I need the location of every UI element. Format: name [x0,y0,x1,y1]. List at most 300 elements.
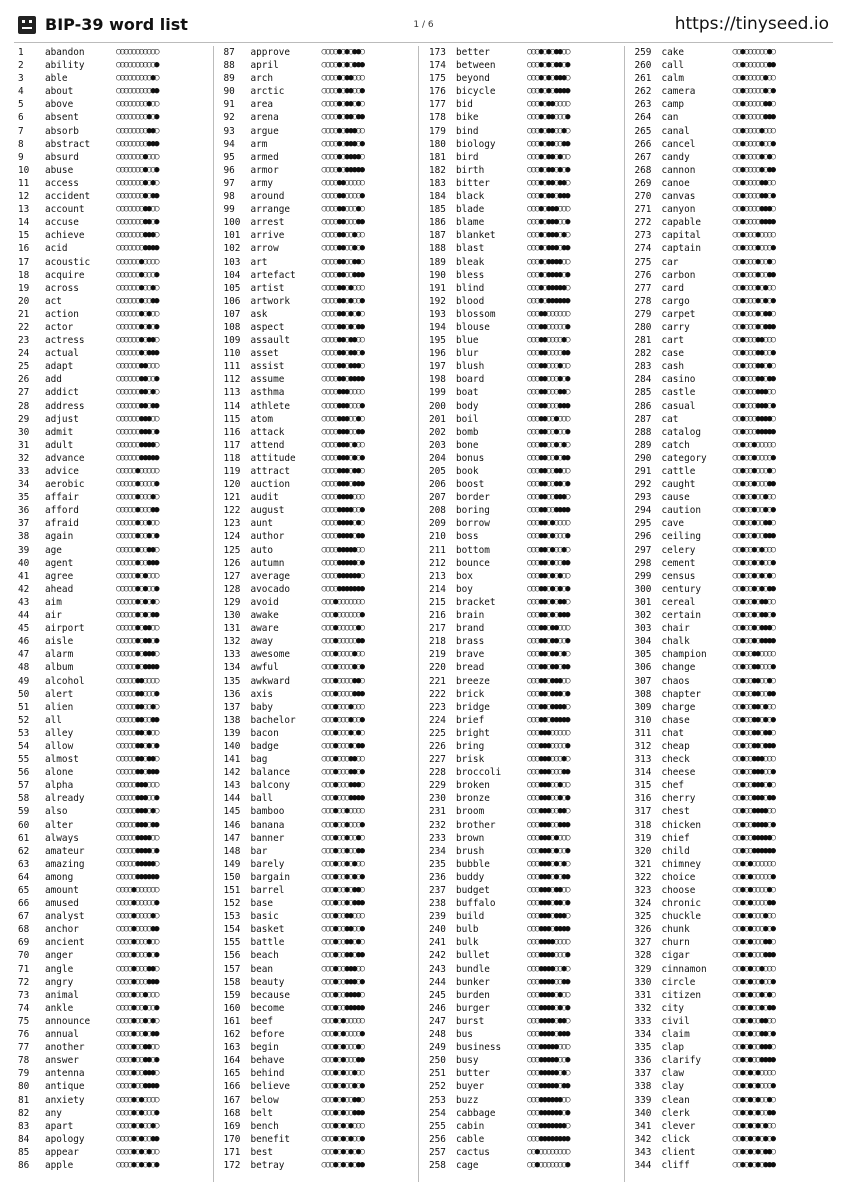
word-row [224,753,413,766]
word-text: business [456,1042,502,1054]
word-number: 165 [223,1068,241,1080]
word-number: 266 [634,138,652,150]
word-text: author [250,531,285,543]
word-row [18,622,207,635]
binary-dot-pattern: ○○○○●○●○●○● [116,1159,159,1170]
binary-dot-pattern: ○○○●○○●○○○● [321,819,364,830]
word-row [18,111,207,124]
word-text: asthma [250,387,285,399]
word-text: always [45,832,79,844]
word-number: 42 [18,583,30,595]
word-row [18,400,207,413]
binary-dot-pattern: ○○○●●●●●○○● [527,1055,570,1066]
binary-dot-pattern: ○○●○○○●●●●○ [732,413,775,424]
word-row [429,308,618,321]
word-number: 134 [223,662,241,674]
word-row [429,478,618,491]
word-number: 250 [429,1055,446,1067]
binary-dot-pattern: ○○○○●●●○○●● [321,426,364,437]
word-text: artist [250,282,285,294]
word-number: 164 [223,1055,241,1067]
word-text: bullet [456,950,490,962]
word-number: 287 [634,413,652,425]
word-row [429,714,618,727]
word-number: 22 [18,321,30,333]
word-row [635,701,825,714]
word-number: 141 [223,754,241,766]
binary-dot-pattern: ○○○○○○●○○○○ [116,256,159,267]
word-number: 150 [223,871,241,883]
word-text: check [661,754,690,766]
word-row [635,46,825,59]
binary-dot-pattern: ○○○●○○○○○○○ [321,596,364,607]
word-text: basket [250,924,285,936]
binary-dot-pattern: ○○○○○●○●●●○ [116,649,159,660]
word-row [635,386,825,399]
word-row [635,72,825,85]
binary-dot-pattern: ○○○○○●○○○●○ [116,492,159,503]
binary-dot-pattern: ○○○●○○○●○●○ [321,727,364,738]
word-number: 1 [18,47,24,58]
word-number: 147 [223,832,241,844]
word-row [429,1041,618,1054]
word-number: 272 [634,217,652,229]
word-number: 138 [223,714,241,726]
word-row [224,177,413,190]
binary-dot-pattern: ○○○○○○○○○●○ [116,73,159,84]
word-number: 341 [634,1120,652,1132]
word-row [635,282,825,295]
word-row [635,400,825,413]
word-row [429,596,618,609]
word-number: 211 [429,544,446,556]
word-text: clay [661,1081,685,1093]
word-number: 53 [18,727,30,739]
binary-dot-pattern: ○○●○○●●○○○○ [732,649,775,660]
word-number: 326 [634,924,652,936]
word-row [224,766,413,779]
binary-dot-pattern: ○○○○○●●●○○○ [116,780,159,791]
word-row [429,544,618,557]
word-row [429,675,618,688]
word-text: census [661,570,696,582]
word-row [18,635,207,648]
word-number: 80 [18,1081,30,1093]
word-text: cart [661,335,685,347]
word-number: 97 [223,177,235,189]
word-row [429,98,618,111]
binary-dot-pattern: ○○●○●○○○●○○ [732,911,775,922]
word-row [224,360,413,373]
word-number: 196 [429,348,446,360]
word-text: bleak [456,256,485,268]
word-number: 323 [634,885,652,896]
word-number: 171 [223,1146,241,1158]
word-text: attend [250,439,285,451]
word-number: 240 [429,924,446,936]
word-row [224,373,413,386]
binary-dot-pattern: ○○○●●●●●●●○ [527,1120,570,1131]
word-row [429,465,618,478]
word-number: 312 [634,740,652,752]
word-number: 140 [223,740,241,752]
binary-dot-pattern: ○○●○○○○●●○● [732,191,775,202]
binary-dot-pattern: ○○○○○○●○●○○ [116,308,159,319]
binary-dot-pattern: ○○○●○●○○○○○ [321,1015,364,1026]
binary-dot-pattern: ○○●○○●○○●●● [732,531,775,542]
binary-dot-pattern: ○○○●○○●●●●● [321,1002,364,1013]
word-text: annual [45,1029,79,1041]
word-row [429,1094,618,1107]
word-text: ancient [45,937,85,949]
binary-dot-pattern: ○○○●○●●●●●○ [527,282,570,293]
binary-dot-pattern: ○○●○○○○●●●● [732,217,775,228]
word-row [635,491,825,504]
word-text: bring [456,740,485,752]
word-number: 96 [223,164,235,176]
word-text: arrive [250,230,285,242]
binary-dot-pattern: ○○●○○●●●●●○ [732,832,775,843]
word-number: 180 [429,138,446,150]
word-text: accident [45,191,91,203]
word-text: budget [456,885,490,896]
word-number: 173 [429,47,446,58]
binary-dot-pattern: ○○○●●○○○●○● [527,374,570,385]
word-number: 115 [223,413,241,425]
word-number: 292 [634,479,652,491]
word-text: chicken [661,819,702,831]
word-row [635,452,825,465]
word-row [635,884,825,897]
word-number: 251 [429,1068,446,1080]
word-number: 277 [634,282,652,294]
binary-dot-pattern: ○○●○○●○○○●○ [732,466,775,476]
binary-dot-pattern: ○○●○○●●○●○● [732,714,775,725]
word-row [429,164,618,177]
word-text: certain [661,610,702,622]
binary-dot-pattern: ○○○●○○●●●○○ [321,963,364,974]
binary-dot-pattern: ○○○○●○○○○●● [116,924,159,935]
binary-dot-pattern: ○○○○●○○○○○○ [116,885,159,895]
word-row [429,819,618,832]
page-title: BIP-39 word list [45,15,188,34]
word-text: build [456,911,485,923]
word-text: arrest [250,217,285,229]
word-text: bird [456,151,479,163]
word-row [429,583,618,596]
word-row [18,1054,207,1067]
word-text: bachelor [250,714,296,726]
word-number: 41 [18,570,30,582]
word-row [18,596,207,609]
word-row [429,334,618,347]
word-text: acquire [45,269,85,281]
word-number: 338 [634,1081,652,1093]
word-row [18,766,207,779]
word-number: 178 [429,112,446,124]
word-row [429,858,618,871]
binary-dot-pattern: ○○●○○●○○●●○ [732,518,775,529]
word-row [224,688,413,701]
word-text: cannon [661,164,696,176]
word-number: 169 [223,1120,241,1132]
word-number: 37 [18,518,30,530]
binary-dot-pattern: ○○○○○●●○●○● [116,740,159,751]
word-number: 179 [429,125,446,137]
word-text: about [45,86,74,98]
word-row [224,963,413,976]
word-number: 197 [429,361,446,373]
binary-dot-pattern: ○○●○●○○●●●● [732,1055,775,1066]
word-row [224,609,413,622]
word-row [18,530,207,543]
word-row [224,845,413,858]
word-number: 108 [223,321,241,333]
binary-dot-pattern: ○○○○○●●●○●● [116,819,159,830]
word-number: 281 [634,335,652,347]
binary-dot-pattern: ○○●○○○●○○●○ [732,256,775,267]
word-text: alert [45,688,74,700]
word-row [224,1094,413,1107]
word-number: 238 [429,898,446,910]
word-number: 280 [634,321,652,333]
word-text: analyst [45,911,85,923]
word-row [429,570,618,583]
word-row [429,504,618,517]
word-text: blade [456,204,485,216]
word-number: 58 [18,793,30,805]
word-text: answer [45,1055,79,1067]
binary-dot-pattern: ○○○●●●●○○●● [527,976,570,987]
word-row [224,805,413,818]
word-text: abandon [45,47,85,58]
binary-dot-pattern: ○○●○●○○●○○● [732,976,775,987]
word-text: carpet [661,308,696,320]
binary-dot-pattern: ○○○○●●●●○○○ [321,492,364,503]
word-number: 29 [18,413,30,425]
word-row [224,85,413,98]
binary-dot-pattern: ○○○●●○○○●●○ [527,387,570,398]
word-row [635,85,825,98]
binary-dot-pattern: ○○○●○●●○○●● [527,138,570,149]
binary-dot-pattern: ○○○●●○○●○○● [527,426,570,437]
word-text: box [456,570,473,582]
word-text: bridge [456,701,490,713]
binary-dot-pattern: ○○○●○○○●○○● [321,714,364,725]
word-row [429,936,618,949]
binary-dot-pattern: ○○○○○○○●○○○ [116,151,159,162]
binary-dot-pattern: ○○○○●○●●○○○ [321,73,364,84]
word-text: absent [45,112,79,124]
word-row [18,949,207,962]
word-number: 313 [634,754,652,766]
word-text: bulb [456,924,479,936]
binary-dot-pattern: ○○●○●○●○●●● [732,1159,775,1170]
word-row [224,1159,413,1172]
binary-dot-pattern: ○○○○○●●○○●○ [116,701,159,712]
binary-dot-pattern: ○○○●●●●○●○● [527,1002,570,1013]
binary-dot-pattern: ○○○●●○●●○○○ [527,623,570,634]
binary-dot-pattern: ○○●○○○●○○○○ [732,230,775,241]
word-text: blind [456,282,485,294]
binary-dot-pattern: ○○○○●●○○●○● [321,243,364,254]
word-number: 152 [223,898,241,910]
word-text: apart [45,1120,74,1132]
page-indicator: 1 / 6 [413,20,434,30]
word-text: again [45,531,74,543]
word-text: avoid [250,596,279,608]
binary-dot-pattern: ○○●○○○○○●●● [732,112,775,123]
binary-dot-pattern: ○○○●●○○●○●● [527,452,570,463]
word-number: 92 [223,112,235,124]
word-number: 90 [223,86,235,98]
word-text: beef [250,1015,274,1027]
word-text: angry [45,976,74,988]
binary-dot-pattern: ○○○○●●●○○●○ [321,413,364,424]
word-row [635,1002,825,1015]
word-number: 79 [18,1068,30,1080]
word-row [224,727,413,740]
word-row [429,989,618,1002]
word-number: 36 [18,505,30,517]
binary-dot-pattern: ○○○●●○●○○○○ [527,518,570,529]
word-number: 183 [429,177,446,189]
word-text: anger [45,950,74,962]
word-number: 291 [634,466,652,477]
word-number: 100 [223,217,241,229]
binary-dot-pattern: ○○○○○●○●●○● [116,636,159,647]
word-number: 161 [223,1015,241,1027]
word-number: 237 [429,885,446,896]
word-row [635,151,825,164]
word-number: 157 [223,963,241,975]
word-row [429,111,618,124]
word-text: blossom [456,308,496,320]
word-row [635,570,825,583]
binary-dot-pattern: ○○●○○●○○●○○ [732,492,775,503]
word-number: 324 [634,898,652,910]
word-row [18,98,207,111]
binary-dot-pattern: ○○○○●○○○○●○ [116,911,159,922]
word-number: 102 [223,243,241,255]
binary-dot-pattern: ○○●○●○○○○●● [732,898,775,909]
word-number: 210 [429,531,446,543]
word-row [635,557,825,570]
word-number: 271 [634,204,652,216]
word-row [224,229,413,242]
word-text: car [661,256,679,268]
word-text: above [45,99,74,111]
word-number: 136 [223,688,241,700]
binary-dot-pattern: ○○○○○○○●●●○ [116,230,159,241]
word-number: 85 [18,1146,30,1158]
binary-dot-pattern: ○○○●○●●●●○● [527,269,570,280]
binary-dot-pattern: ○○○●○●○○●○○ [321,1068,364,1079]
binary-dot-pattern: ○○○○●●○●●○○ [321,335,364,346]
word-text: child [661,845,690,857]
word-number: 103 [223,256,241,268]
word-row [635,832,825,845]
word-row [635,360,825,373]
word-row [635,1146,825,1159]
word-text: broccoli [456,767,502,779]
binary-dot-pattern: ○○○○○○●○○●○ [116,282,159,293]
word-row [635,544,825,557]
word-row [18,858,207,871]
word-text: brain [456,610,485,622]
word-row [635,1015,825,1028]
header-divider [14,42,833,43]
word-text: alien [45,701,74,713]
word-row [224,400,413,413]
word-text: army [250,177,274,189]
binary-dot-pattern: ○○○○●●○●○●○ [321,308,364,319]
word-number: 40 [18,557,30,569]
word-row [635,373,825,386]
binary-dot-pattern: ○○●○○○●○●○○ [732,282,775,293]
binary-dot-pattern: ○○○●●●○○●●○ [527,806,570,817]
word-number: 205 [429,466,446,477]
word-text: chaos [661,675,690,687]
word-number: 218 [429,636,446,648]
word-row [224,125,413,138]
word-number: 184 [429,191,446,203]
binary-dot-pattern: ○○○●○●○●●○● [527,60,570,71]
binary-dot-pattern: ○○○●○●○○○○● [321,1029,364,1040]
word-row [224,216,413,229]
word-text: actual [45,348,79,360]
word-text: carry [661,321,690,333]
word-number: 199 [429,387,446,399]
word-number: 139 [223,727,241,739]
word-text: act [45,295,62,307]
binary-dot-pattern: ○○○●●○●○○○● [527,531,570,542]
word-text: cigar [661,950,690,962]
word-number: 158 [223,976,241,988]
binary-dot-pattern: ○○●○●○○○○○● [732,871,775,882]
word-row [635,321,825,334]
binary-dot-pattern: ○○○○●○●●●●○ [321,151,364,162]
word-row [429,256,618,269]
word-number: 234 [429,845,446,857]
word-text: acid [45,243,68,255]
word-number: 19 [18,282,30,294]
binary-dot-pattern: ○○○●○●○○●○● [321,1081,364,1092]
word-number: 334 [634,1029,652,1041]
word-number: 283 [634,361,652,373]
word-number: 249 [429,1042,446,1054]
word-row [429,1028,618,1041]
word-row [224,714,413,727]
word-number: 113 [223,387,241,399]
binary-dot-pattern: ○○○○○●○●●●● [116,662,159,673]
word-row [18,190,207,203]
binary-dot-pattern: ○○○●○●●○○○○ [527,99,570,110]
word-number: 126 [223,557,241,569]
word-text: arrange [250,204,291,216]
word-number: 227 [429,754,446,766]
word-text: able [45,73,68,85]
word-number: 60 [18,819,30,831]
word-text: animal [45,989,79,1001]
word-number: 26 [18,374,30,386]
word-number: 166 [223,1081,241,1093]
word-text: burst [456,1015,485,1027]
word-number: 273 [634,230,652,242]
word-row [429,727,618,740]
binary-dot-pattern: ○○○●○●○●●●● [527,86,570,97]
word-number: 84 [18,1133,30,1145]
